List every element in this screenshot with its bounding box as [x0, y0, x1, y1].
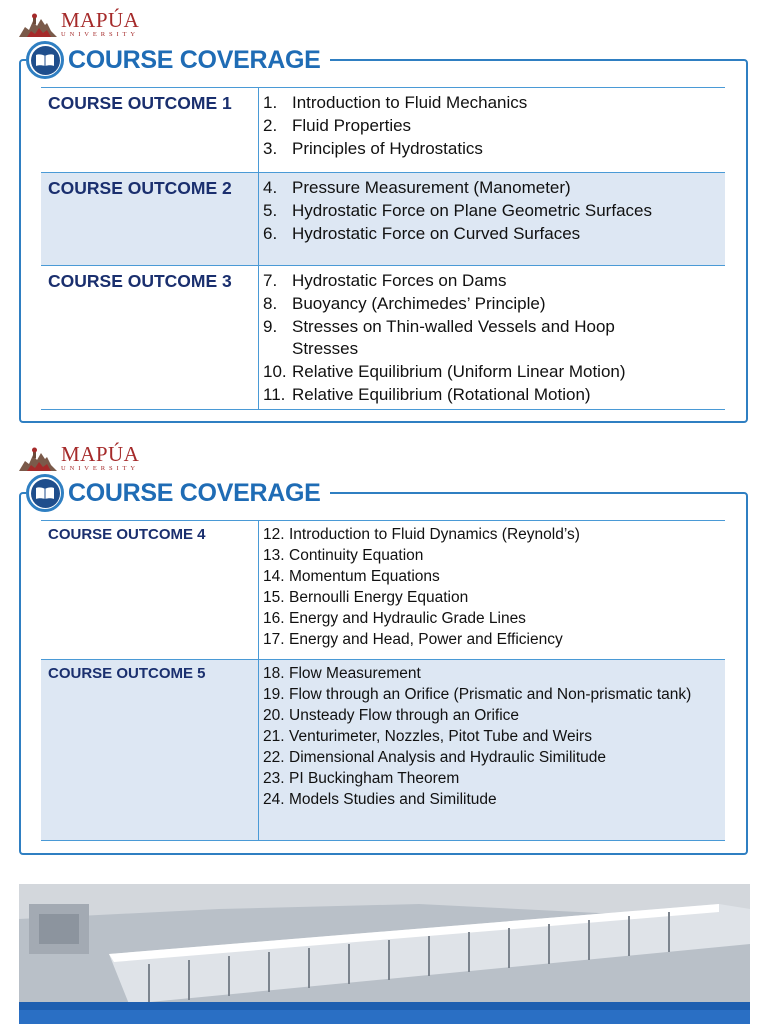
list-item: [263, 200, 725, 223]
item-number: 10.: [263, 362, 287, 382]
university-logo: [17, 10, 139, 39]
item-number: 9.: [263, 316, 278, 336]
topic-list: [259, 660, 725, 840]
list-item: [263, 566, 725, 587]
mapua-crest-icon: [17, 13, 59, 39]
topic-list: [259, 521, 725, 659]
university-logo: [17, 444, 139, 473]
item-number: 19.: [263, 686, 285, 703]
coverage-table: [41, 520, 725, 841]
item-number: 24.: [263, 791, 285, 808]
item-number: 2.: [263, 115, 278, 135]
item-number: 17.: [263, 631, 285, 648]
item-number: 7.: [263, 271, 278, 290]
item-text: Flow through an Orifice (Prismatic and Non-prismatic tank): [289, 686, 692, 703]
item-number: 3.: [263, 138, 278, 158]
item-text: Pressure Measurement (Manometer): [292, 178, 571, 197]
item-number: 8.: [263, 293, 278, 313]
list-item: [263, 92, 725, 115]
item-text: Flow Measurement: [289, 665, 421, 682]
item-text: Stresses on Thin-walled Vessels and Hoop Stresses: [292, 316, 615, 359]
logo-sub: UNIVERSITY: [61, 465, 139, 472]
list-item: [263, 747, 725, 768]
list-item: [263, 115, 725, 138]
item-number: 20.: [263, 707, 285, 724]
list-item: [263, 270, 725, 293]
dam-photo: [19, 884, 750, 1024]
list-item: [263, 177, 725, 200]
item-text: Relative Equilibrium (Rotational Motion): [292, 384, 591, 404]
item-text: Continuity Equation: [289, 547, 424, 564]
logo-brand: MAPÚA: [61, 8, 140, 32]
item-text: Hydrostatic Force on Curved Surfaces: [292, 223, 581, 243]
item-text: Venturimeter, Nozzles, Pitot Tube and Weirs: [289, 728, 592, 745]
list-item: [263, 768, 725, 789]
section-title: [26, 474, 330, 512]
item-number: 1.: [263, 93, 278, 112]
item-number: 13.: [263, 547, 285, 564]
list-item: [263, 726, 725, 747]
list-item: [263, 663, 725, 684]
list-item: [263, 361, 725, 384]
list-item: [263, 705, 725, 726]
item-number: 14.: [263, 568, 285, 585]
logo-brand: MAPÚA: [61, 442, 140, 466]
item-text: Models Studies and Similitude: [289, 791, 497, 808]
item-text: Unsteady Flow through an Orifice: [289, 707, 520, 724]
list-item: [263, 293, 725, 316]
item-number: 15.: [263, 589, 285, 606]
logo-sub: UNIVERSITY: [61, 31, 139, 38]
open-book-icon: [26, 474, 64, 512]
item-text: Fluid Properties: [292, 115, 412, 135]
item-text: Momentum Equations: [289, 568, 440, 585]
item-text: Bernoulli Energy Equation: [289, 589, 469, 606]
item-number: 21.: [263, 728, 285, 745]
item-number: 22.: [263, 749, 285, 766]
list-item: [263, 789, 725, 810]
item-text: PI Buckingham Theorem: [289, 770, 460, 787]
coverage-table: [41, 87, 725, 410]
item-text: Energy and Hydraulic Grade Lines: [289, 610, 526, 627]
item-text: Energy and Head, Power and Efficiency: [289, 631, 563, 648]
item-number: 12.: [263, 526, 285, 543]
list-item: [263, 684, 725, 705]
open-book-icon: [26, 41, 64, 79]
table-row: [41, 660, 725, 841]
item-text: Relative Equilibrium (Uniform Linear Motion): [292, 362, 626, 382]
table-row: [41, 266, 725, 410]
item-number: 18.: [263, 665, 285, 682]
table-row: [41, 88, 725, 173]
list-item: [263, 524, 725, 545]
list-item: [263, 629, 725, 650]
item-text: Buoyancy (Archimedes’ Principle): [292, 293, 546, 313]
section-title: [26, 41, 330, 79]
list-item: [263, 316, 725, 362]
mapua-crest-icon: [17, 447, 59, 473]
list-item: [263, 138, 725, 161]
item-text: Introduction to Fluid Mechanics: [292, 93, 528, 112]
item-number: 6.: [263, 223, 278, 243]
item-text: Dimensional Analysis and Hydraulic Similitude: [289, 749, 607, 766]
item-number: 16.: [263, 610, 285, 627]
topic-list: [259, 88, 725, 172]
item-text: Principles of Hydrostatics: [292, 138, 483, 158]
list-item: [263, 384, 725, 407]
table-row: [41, 521, 725, 660]
outcome-label: COURSE OUTCOME 3: [41, 266, 259, 409]
outcome-label: COURSE OUTCOME 4: [41, 521, 259, 659]
table-row: [41, 173, 725, 266]
item-number: 4.: [263, 178, 278, 197]
item-number: 5.: [263, 200, 278, 220]
page-title: COURSE COVERAGE: [68, 478, 321, 507]
list-item: [263, 608, 725, 629]
outcome-label: COURSE OUTCOME 2: [41, 173, 259, 265]
list-item: [263, 587, 725, 608]
outcome-label: COURSE OUTCOME 1: [41, 88, 259, 172]
item-text: Hydrostatic Forces on Dams: [292, 271, 507, 290]
list-item: [263, 545, 725, 566]
topic-list: [259, 173, 725, 265]
page-title: COURSE COVERAGE: [68, 45, 321, 74]
item-text: Introduction to Fluid Dynamics (Reynold’s): [289, 526, 580, 543]
item-text: Hydrostatic Force on Plane Geometric Surfaces: [292, 200, 652, 220]
item-number: 23.: [263, 770, 285, 787]
item-number: 11.: [263, 384, 286, 404]
list-item: [263, 223, 725, 246]
topic-list: [259, 266, 725, 409]
outcome-label: COURSE OUTCOME 5: [41, 660, 259, 840]
